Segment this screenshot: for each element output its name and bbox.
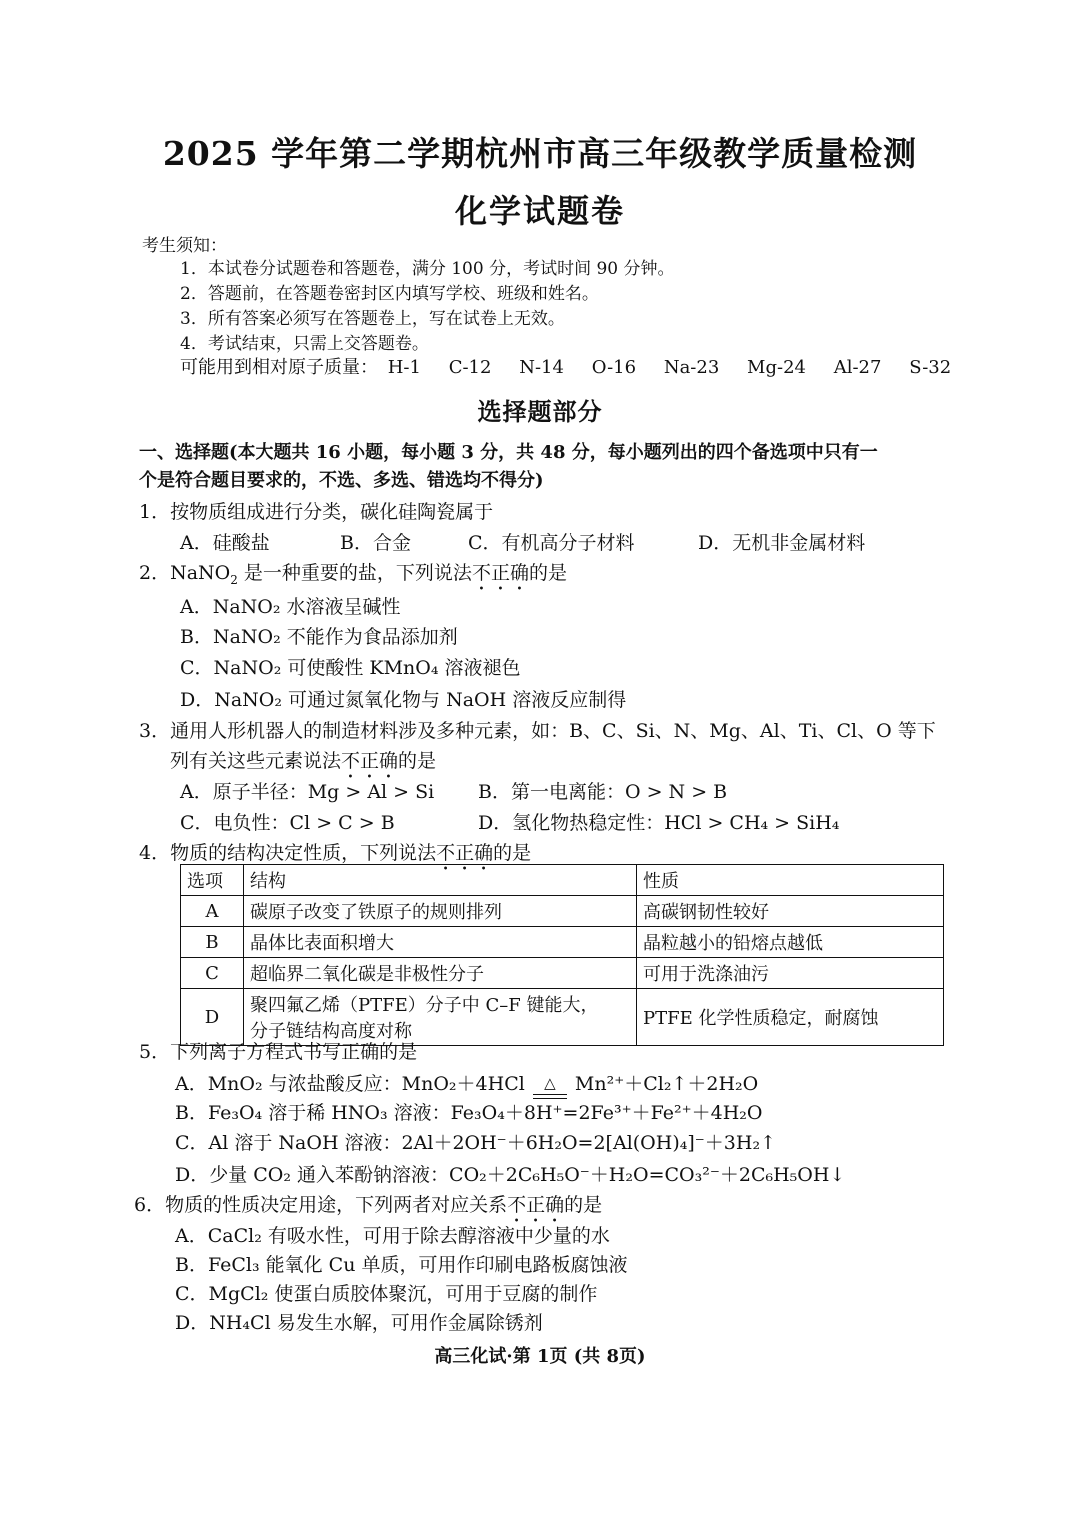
- table-row: [181, 927, 944, 958]
- q3-option-a: A．原子半径：Mg > Al > Si: [180, 781, 435, 803]
- q5-option-a-part: Mn²⁺＋Cl₂↑＋2H₂O: [568, 1073, 759, 1095]
- table-row: [181, 896, 944, 927]
- q6-option-b: B．FeCl₃ 能氧化 Cu 单质，可用作印刷电路板腐蚀液: [175, 1254, 628, 1276]
- q4-row-property: 晶粒越小的铅熔点越低: [637, 927, 944, 958]
- q4-header-option: 选项: [181, 865, 244, 896]
- q4-row-structure-line: 分子链结构高度对称: [250, 1021, 412, 1042]
- page-footer: 高三化试·第 1页 (共 8页): [434, 1346, 646, 1367]
- q4-row-structure: 晶体比表面积增大: [244, 927, 637, 958]
- q4-stem-emphasis: 不正确: [436, 842, 494, 864]
- q1-option-a: A．硅酸盐: [180, 532, 270, 554]
- q6-option-c: C．MgCl₂ 使蛋白质胶体聚沉，可用于豆腐的制作: [175, 1283, 598, 1305]
- q5-option-a-part: A．MnO₂ 与浓盐酸反应：MnO₂＋4HCl: [175, 1073, 531, 1095]
- q2-stem-part: 是一种重要的盐，下列说法: [237, 562, 472, 584]
- atomic-mass: N-14: [519, 357, 564, 378]
- atomic-mass: O-16: [591, 357, 637, 378]
- q5-option-b: B．Fe₃O₄ 溶于稀 HNO₃ 溶液：Fe₃O₄＋8H⁺=2Fe³⁺＋Fe²⁺＋4H₂O: [175, 1102, 763, 1124]
- q3-stem-part: 的是: [398, 750, 437, 772]
- q5-option-c: C．Al 溶于 NaOH 溶液：2Al＋2OH⁻＋6H₂O=2[Al(OH)₄]⁻＋3H₂↑: [175, 1132, 776, 1154]
- atomic-masses-line: [180, 353, 951, 379]
- q3-stem-part: 列有关这些元素说法: [170, 750, 342, 772]
- q2-stem-part: 的是: [528, 562, 567, 584]
- q4-table: [180, 864, 944, 1046]
- q4-table-header-row: [181, 865, 944, 896]
- q2-stem-emphasis: 不正确: [471, 562, 529, 584]
- q3-option-c: C．电负性：Cl > C > B: [180, 812, 395, 834]
- q4-header-structure: 结构: [244, 865, 637, 896]
- notice-heading: 考生须知：: [142, 236, 227, 256]
- atomic-mass: S-32: [909, 357, 952, 378]
- q4-row-label: C: [181, 958, 244, 989]
- q4-header-property: 性质: [637, 865, 944, 896]
- q1-option-d: D．无机非金属材料: [698, 532, 866, 554]
- atomic-mass: H-1: [387, 357, 421, 378]
- notice-item: 1．本试卷分试题卷和答题卷，满分 100 分，考试时间 90 分钟。: [180, 259, 675, 279]
- q2-stem-subscript: 2: [230, 572, 238, 587]
- atomic-mass: C-12: [448, 357, 492, 378]
- q2-option-a: A．NaNO₂ 水溶液呈碱性: [180, 596, 401, 618]
- q2-stem: [139, 558, 567, 595]
- q2-option-b: B．NaNO₂ 不能作为食品添加剂: [180, 626, 458, 648]
- q2-stem-part: 2．NaNO: [139, 562, 231, 584]
- q4-stem-part: 的是: [493, 842, 532, 864]
- atomic-mass: Na-23: [663, 357, 720, 378]
- q1-option-c: C．有机高分子材料: [468, 532, 635, 554]
- q1-option-b: B．合金: [340, 532, 411, 554]
- heating-condition-mark: △: [531, 1074, 569, 1092]
- q4-row-label: D: [181, 989, 244, 1046]
- q3-stem-emphasis: 不正确: [341, 750, 399, 772]
- q2-option-d: D．NaNO₂ 可通过氮氧化物与 NaOH 溶液反应制得: [180, 689, 627, 711]
- notice-item: 4．考试结束，只需上交答题卷。: [180, 334, 429, 354]
- q3-option-d: D．氢化物热稳定性：HCl > CH₄ > SiH₄: [478, 812, 840, 834]
- q4-row-label: B: [181, 927, 244, 958]
- exam-title: 2025 学年第二学期杭州市高三年级教学质量检测: [162, 134, 918, 173]
- atomic-mass: Al-27: [833, 357, 882, 378]
- atomic-masses-label: 可能用到相对原子质量：: [180, 357, 378, 378]
- q4-row-property: 高碳钢韧性较好: [637, 896, 944, 927]
- notice-item: 2．答题前，在答题卷密封区内填写学校、班级和姓名。: [180, 284, 599, 304]
- notice-item: 3．所有答案必须写在答题卷上，写在试卷上无效。: [180, 309, 565, 329]
- q4-row-structure: 超临界二氧化碳是非极性分子: [244, 958, 637, 989]
- q5-option-d: D．少量 CO₂ 通入苯酚钠溶液：CO₂＋2C₆H₅O⁻＋H₂O=CO₃²⁻＋2C₆H₅OH↓: [175, 1164, 846, 1186]
- atomic-mass: Mg-24: [747, 357, 806, 378]
- q4-stem-part: 4．物质的结构决定性质，下列说法: [139, 842, 437, 864]
- q3-stem-line-1: 3．通用人形机器人的制造材料涉及多种元素，如：B、C、Si、N、Mg、Al、Ti、Cl、O 等下: [139, 720, 936, 742]
- q4-row-property: 可用于洗涤油污: [637, 958, 944, 989]
- q4-row-property: PTFE 化学性质稳定，耐腐蚀: [637, 989, 944, 1046]
- exam-subtitle: 化学试题卷: [454, 192, 625, 230]
- q5-stem: 5．下列离子方程式书写正确的是: [139, 1041, 418, 1063]
- q6-stem-part: 的是: [564, 1194, 603, 1216]
- q2-option-c: C．NaNO₂ 可使酸性 KMnO₄ 溶液褪色: [180, 657, 521, 679]
- q6-stem-emphasis: 不正确: [507, 1194, 565, 1216]
- q4-row-structure: 碳原子改变了铁原子的规则排列: [244, 896, 637, 927]
- q1-stem: 1．按物质组成进行分类，碳化硅陶瓷属于: [139, 501, 494, 523]
- q4-row-structure-line: 聚四氟乙烯（PTFE）分子中 C–F 键能大，: [250, 995, 599, 1016]
- section-title: 选择题部分: [477, 397, 603, 426]
- q4-row-label: A: [181, 896, 244, 927]
- q5-option-a: [175, 1069, 758, 1096]
- part-one-line-1: 一、选择题(本大题共 16 小题，每小题 3 分，共 48 分，每小题列出的四个备选项中只有一: [139, 442, 878, 463]
- q6-option-d: D．NH₄Cl 易发生水解，可用作金属除锈剂: [175, 1312, 543, 1334]
- q3-option-b: B．第一电离能：O > N > B: [478, 781, 728, 803]
- table-row: [181, 958, 944, 989]
- q6-stem-part: 6．物质的性质决定用途，下列两者对应关系: [134, 1194, 508, 1216]
- part-one-line-2: 个是符合题目要求的，不选、多选、错选均不得分): [139, 470, 544, 491]
- q6-option-a: A．CaCl₂ 有吸水性，可用于除去醇溶液中少量的水: [175, 1225, 610, 1247]
